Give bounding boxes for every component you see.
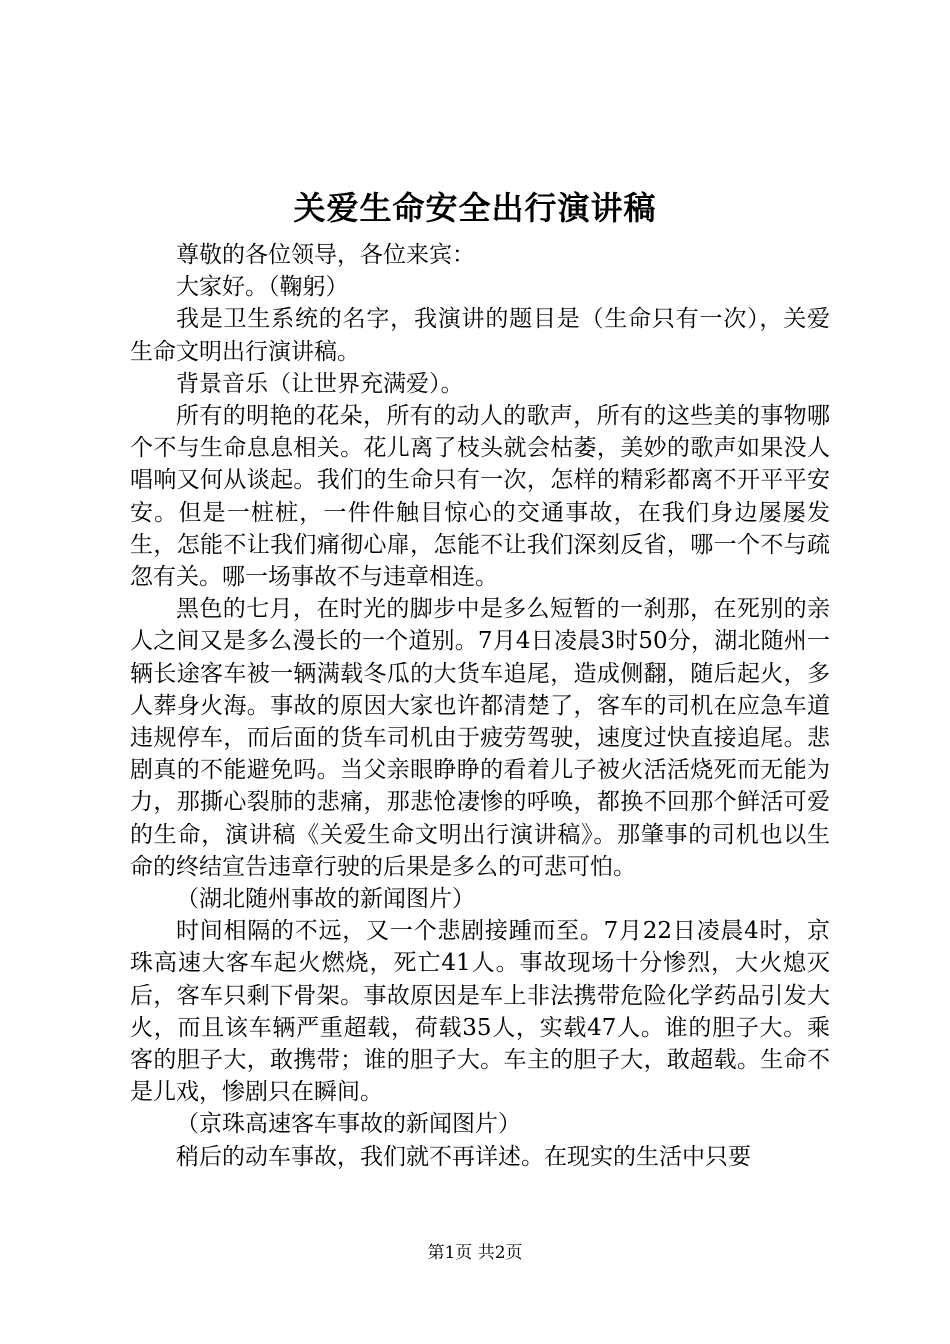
paragraph-july: 黑色的七月，在时光的脚步中是多么短暂的一刹那，在死别的亲人之间又是多么漫长的一个道别。7月4日凌晨3时50分，湖北随州一辆长途客车被一辆满载冬瓜的大货车追尾，造成侧翻，随后起火，多人葬身火海。事故的原因大家也许都清楚了，客车的司机在应急车道违规停车，而后面的货车司机由于疲劳驾驶，速度过快直接追尾。悲剧真的不能避免吗。当父亲眼睁睁的看着儿子被火活活烧死而无能为力，那撕心裂肺的悲痛，那悲怆凄惨的呼唤，都换不回那个鲜活可爱的生命，演讲稿《关爱生命文明出行演讲稿》。那肇事的司机也以生命的终结宣告违章行驶的后果是多么的可悲可怕。: [130, 596, 830, 880]
document-title: 关爱生命安全出行演讲稿: [293, 189, 657, 227]
paragraph-jingzhu: 时间相隔的不远，又一个悲剧接踵而至。7月22日凌晨4时，京珠高速大客车起火燃烧，死亡41人。事故现场十分惨烈，大火熄灭后，客车只剩下骨架。事故原因是车上非法携带危险化学药品引发大火，而且该车辆严重超载，荷载35人，实载47人。谁的胆子大。乘客的胆子大，敢携带；谁的胆子大。车主的胆子大，敢超载。生命不是儿戏，惨剧只在瞬间。: [130, 918, 830, 1106]
paragraph-greeting: 大家好。（鞠躬）: [176, 274, 349, 301]
page-footer: 第1页 共2页: [427, 1243, 523, 1263]
paragraph-intro: 我是卫生系统的名字，我演讲的题目是（生命只有一次），关爱生命文明出行演讲稿。: [130, 306, 830, 365]
paragraph-music: 背景音乐（让世界充满爱）。: [176, 370, 464, 397]
paragraph-emu: 稍后的动车事故，我们就不再详述。在现实的生活中只要: [176, 1143, 751, 1170]
document-body: [130, 239, 830, 1173]
paragraph-suizhou-caption: （湖北随州事故的新闻图片）: [176, 886, 475, 913]
paragraph-salutation: 尊敬的各位领导，各位来宾：: [176, 242, 475, 268]
paragraph-life: 所有的明艳的花朵，所有的动人的歌声，所有的这些美的事物哪个不与生命息息相关。花儿离了枝头就会枯萎，美妙的歌声如果没人唱响又何从谈起。我们的生命只有一次，怎样的精彩都离不开平平安安。但是一桩桩，一件件触目惊心的交通事故，在我们身边屡屡发生，怎能不让我们痛彻心扉，怎能不让我们深刻反省，哪一个不与疏忽有关。哪一场事故不与违章相连。: [130, 403, 830, 591]
paragraph-jingzhu-caption: （京珠高速客车事故的新闻图片）: [176, 1111, 521, 1138]
